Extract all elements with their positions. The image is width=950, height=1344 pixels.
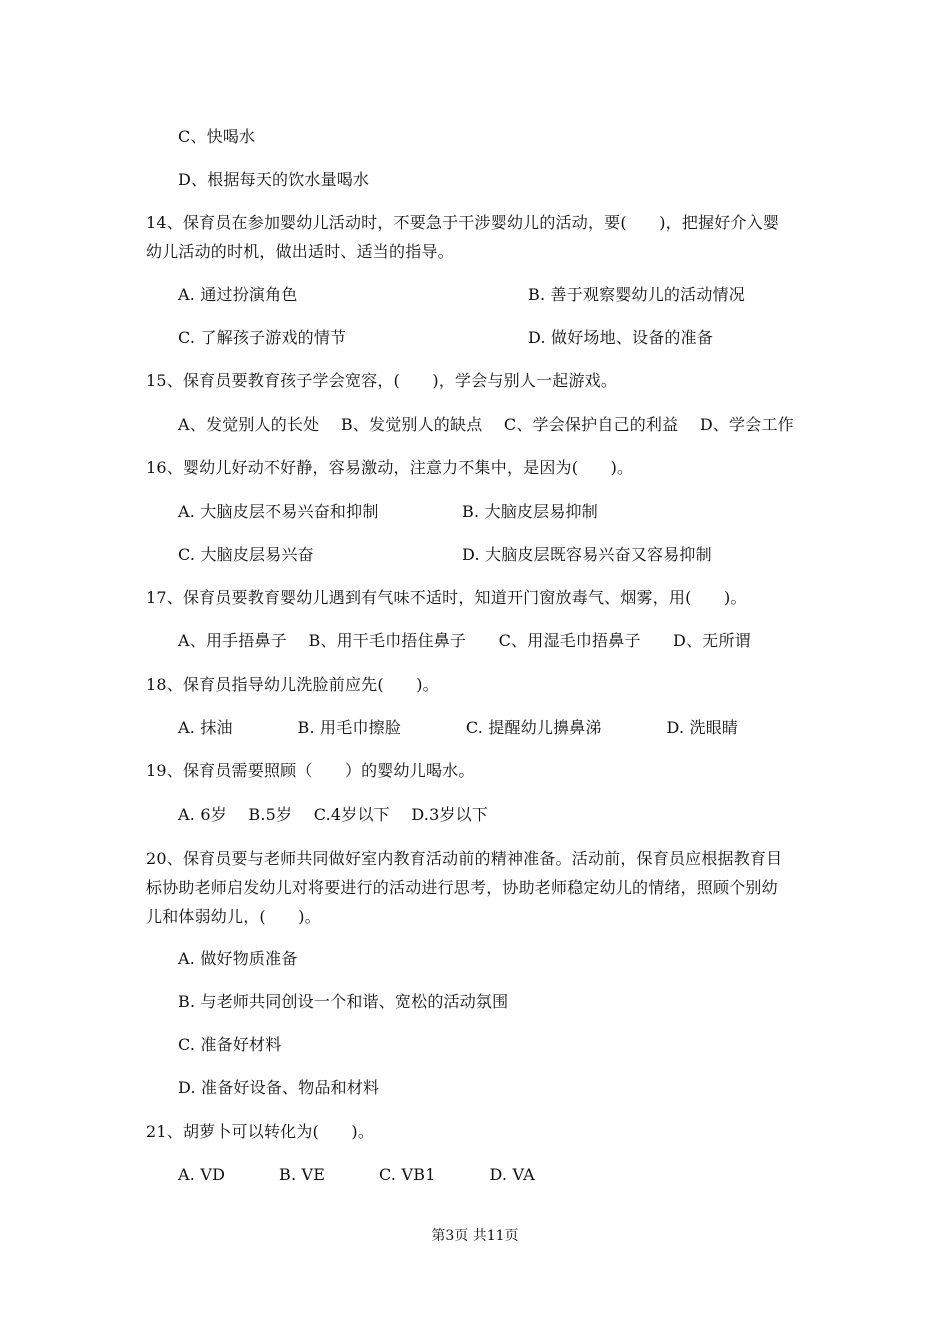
question-14-line-1: 14、保育员在参加婴幼儿活动时，不要急于干涉婴幼儿的活动，要( )，把握好介入婴 — [146, 213, 780, 232]
question-20-line-2: 标协助老师启发幼儿对将要进行的活动进行思考，协助老师稳定幼儿的情绪，照顾个别幼 — [146, 878, 778, 897]
question-20-option-d: D. 准备好设备、物品和材料 — [178, 1078, 380, 1097]
question-19-stem: 19、保育员需要照顾（ ）的婴幼儿喝水。 — [146, 761, 475, 780]
question-14-line-2: 幼儿活动的时机，做出适时、适当的指导。 — [146, 242, 454, 261]
question-16-option-d: D. 大脑皮层既容易兴奋又容易抑制 — [462, 545, 712, 564]
question-20-line-3: 儿和体弱幼儿，( )。 — [146, 907, 321, 926]
question-14-option-c: C. 了解孩子游戏的情节 — [178, 328, 347, 347]
question-21-options: A. VD B. VE C. VB1 D. VA — [178, 1165, 535, 1184]
question-19-options: A. 6岁 B.5岁 C.4岁以下 D.3岁以下 — [178, 805, 489, 824]
question-15-stem: 15、保育员要教育孩子学会宽容，( )，学会与别人一起游戏。 — [146, 371, 618, 390]
prev-option-d: D、根据每天的饮水量喝水 — [178, 170, 370, 189]
question-14-option-a: A. 通过扮演角色 — [178, 285, 298, 304]
question-16-stem: 16、婴幼儿好动不好静，容易激动，注意力不集中，是因为( )。 — [146, 458, 634, 477]
question-18-stem: 18、保育员指导幼儿洗脸前应先( )。 — [146, 675, 439, 694]
question-16-option-b: B. 大脑皮层易抑制 — [462, 502, 598, 521]
question-16-option-c: C. 大脑皮层易兴奋 — [178, 545, 314, 564]
prev-option-c: C、快喝水 — [178, 127, 256, 146]
question-18-options: A. 抹油 B. 用毛巾擦脸 C. 提醒幼儿擤鼻涕 D. 洗眼睛 — [178, 718, 739, 737]
question-20-line-1: 20、保育员要与老师共同做好室内教育活动前的精神准备。活动前，保育员应根据教育目 — [146, 849, 783, 868]
question-17-stem: 17、保育员要教育婴幼儿遇到有气味不适时，知道开门窗放毒气、烟雾，用( )。 — [146, 588, 747, 607]
question-17-options: A、用手捂鼻子 B、用干毛巾捂住鼻子 C、用湿毛巾捂鼻子 D、无所谓 — [178, 631, 751, 650]
page-number-footer: 第3页 共11页 — [431, 1228, 519, 1244]
question-16-option-a: A. 大脑皮层不易兴奋和抑制 — [178, 502, 379, 521]
question-20-option-a: A. 做好物质准备 — [178, 949, 298, 968]
question-15-options: A、发觉别人的长处 B、发觉别人的缺点 C、学会保护自己的利益 D、学会工作 — [178, 415, 794, 434]
question-20-option-b: B. 与老师共同创设一个和谐、宽松的活动氛围 — [178, 992, 509, 1011]
question-14-option-b: B. 善于观察婴幼儿的活动情况 — [528, 285, 745, 304]
question-14-option-d: D. 做好场地、设备的准备 — [528, 328, 714, 347]
question-21-stem: 21、胡萝卜可以转化为( )。 — [146, 1122, 375, 1141]
question-20-option-c: C. 准备好材料 — [178, 1035, 282, 1054]
